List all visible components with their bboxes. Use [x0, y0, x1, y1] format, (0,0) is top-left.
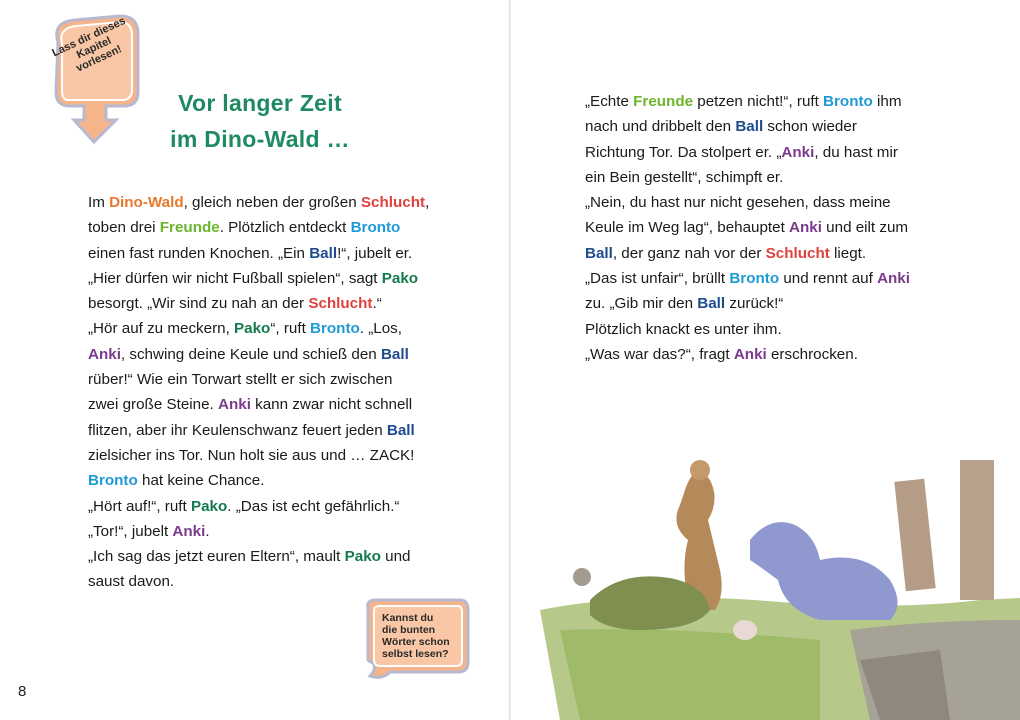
- text-segment: nach und dribbelt den: [585, 118, 736, 136]
- text-segment: . „Los,: [359, 320, 403, 338]
- text-line: [585, 342, 985, 367]
- text-segment: ein Bein gestellt“, schimpft er.: [585, 168, 784, 186]
- small-stone: [573, 568, 591, 586]
- highlighted-word: Anki: [781, 143, 815, 161]
- highlighted-word: Freunde: [633, 93, 694, 110]
- text-line: [585, 190, 985, 215]
- highlighted-word: Pako: [381, 269, 419, 287]
- text-segment: liegt.: [829, 244, 867, 262]
- text-line: [88, 519, 488, 544]
- highlighted-word: Pako: [190, 497, 228, 515]
- text-line: [88, 241, 488, 266]
- text-segment: ,: [425, 194, 430, 211]
- highlighted-word: Ball: [386, 421, 415, 439]
- text-line: [585, 241, 985, 266]
- page-number: 8: [18, 683, 27, 700]
- highlighted-word: Freunde: [159, 219, 220, 237]
- text-line: [585, 165, 985, 190]
- text-line: [88, 544, 488, 569]
- left-text-column: [88, 190, 488, 595]
- read-aloud-badge-text: Lass dir dieses Kapitel vorlesen!: [50, 14, 128, 75]
- highlighted-word: Bronto: [823, 93, 873, 110]
- text-segment: saust davon.: [88, 573, 175, 591]
- pako-head: [690, 460, 710, 480]
- highlighted-word: Bronto: [88, 472, 138, 490]
- text-segment: „Tor!“, jubelt: [88, 522, 173, 540]
- text-line: [88, 494, 488, 519]
- text-segment: zu. „Gib mir den: [585, 295, 698, 313]
- text-segment: und rennt auf: [779, 270, 878, 288]
- text-segment: , der ganz nah vor der: [612, 244, 766, 262]
- text-line: [585, 215, 985, 240]
- highlighted-word: Bronto: [310, 320, 360, 338]
- text-segment: und: [380, 548, 411, 566]
- text-line: [585, 317, 985, 342]
- text-line: [585, 140, 985, 165]
- highlighted-word: Ball: [585, 244, 613, 262]
- right-text-column: [585, 89, 985, 367]
- text-segment: zwei große Steine.: [88, 396, 218, 414]
- grass-front: [560, 629, 820, 720]
- text-segment: . Plötzlich entdeckt: [219, 219, 351, 237]
- text-segment: . „Das ist echt gefährlich.“: [227, 497, 400, 515]
- highlighted-word: Schlucht: [360, 194, 426, 211]
- text-segment: , schwing deine Keule und schieß den: [120, 345, 381, 363]
- text-segment: „Was war das?“, fragt: [585, 345, 734, 363]
- text-line: [88, 215, 488, 240]
- text-segment: und eilt zum: [821, 219, 909, 237]
- text-segment: , gleich neben der großen: [183, 194, 361, 211]
- badge-line: die bunten: [382, 624, 436, 636]
- text-segment: einen fast runden Knochen. „Ein: [88, 244, 310, 262]
- text-segment: .: [205, 522, 210, 540]
- text-segment: „Hör auf zu meckern,: [88, 320, 235, 338]
- text-line: [88, 190, 488, 215]
- text-segment: petzen nicht!“, ruft: [693, 93, 824, 110]
- text-line: [88, 367, 488, 392]
- highlighted-word: Dino-Wald: [109, 194, 184, 211]
- text-segment: „Das ist unfair“, brüllt: [585, 270, 730, 288]
- text-line: [88, 392, 488, 417]
- text-segment: ihm: [872, 93, 902, 110]
- text-segment: „Echte: [585, 93, 634, 110]
- highlighted-word: Ball: [735, 118, 764, 136]
- rock-pillar-right: [960, 460, 994, 600]
- text-segment: erschrocken.: [766, 345, 858, 363]
- text-segment: schon wieder: [763, 118, 857, 136]
- text-segment: „Hier dürfen wir nicht Fußball spielen“, sagt: [88, 269, 382, 287]
- text-line: [88, 418, 488, 443]
- text-segment: rüber!“ Wie ein Torwart stellt er sich zwischen: [88, 371, 393, 389]
- text-line: [88, 468, 488, 493]
- text-segment: besorgt. „Wir sind zu nah an der: [88, 295, 309, 313]
- text-segment: flitzen, aber ihr Keulenschwanz feuert jeden: [88, 421, 387, 439]
- text-segment: , du hast mir: [814, 143, 898, 161]
- text-segment: „Nein, du hast nur nicht gesehen, dass meine: [585, 194, 891, 212]
- badge-line: selbst lesen?: [382, 648, 449, 660]
- highlighted-word: Anki: [172, 522, 206, 540]
- page-gutter: [509, 0, 511, 720]
- highlighted-word: Pako: [344, 548, 381, 566]
- badge-line: Kannst du: [382, 612, 434, 624]
- text-segment: !“, jubelt er.: [337, 244, 413, 262]
- text-line: [88, 443, 488, 468]
- text-line: [585, 114, 985, 139]
- text-line: [88, 342, 488, 367]
- text-line: [88, 316, 488, 341]
- text-segment: .“: [372, 295, 382, 313]
- highlighted-word: Bronto: [729, 270, 780, 288]
- badge-line: Wörter schon: [382, 636, 450, 648]
- text-line: [88, 569, 488, 594]
- text-segment: Im: [88, 194, 110, 211]
- ball-egg: [733, 620, 757, 640]
- text-segment: Keule im Weg lag“, behauptet: [585, 219, 790, 237]
- text-line: [585, 89, 985, 114]
- highlighted-word: Bronto: [350, 219, 401, 237]
- highlighted-word: Anki: [88, 345, 121, 363]
- text-segment: Richtung Tor. Da stolpert er. „: [585, 143, 782, 161]
- highlighted-word: Anki: [733, 345, 767, 363]
- text-segment: „Hört auf!“, ruft: [88, 497, 191, 515]
- highlighted-word: Schlucht: [308, 295, 373, 313]
- text-segment: zurück!“: [725, 295, 784, 313]
- text-segment: „Ich sag das jetzt euren Eltern“, mault: [88, 548, 345, 566]
- rock-pillar-left: [894, 479, 935, 592]
- highlighted-word: Pako: [234, 320, 271, 338]
- highlighted-word: Anki: [789, 219, 822, 237]
- dino-illustration: [520, 430, 1020, 720]
- text-segment: “, ruft: [270, 320, 311, 338]
- text-line: [585, 291, 985, 316]
- text-line: [585, 266, 985, 291]
- highlighted-word: Schlucht: [765, 244, 830, 262]
- highlighted-word: Anki: [218, 396, 251, 414]
- highlighted-word: Ball: [309, 244, 338, 262]
- chapter-title-line-1: Vor langer Zeit: [178, 90, 342, 116]
- highlighted-word: Anki: [877, 270, 910, 288]
- text-segment: zielsicher ins Tor. Nun holt sie aus und … ZACK!: [88, 446, 415, 464]
- highlighted-word: Ball: [697, 295, 726, 313]
- text-segment: hat keine Chance.: [137, 472, 265, 490]
- highlighted-word: Ball: [380, 345, 409, 363]
- text-line: [88, 266, 488, 291]
- colored-words-badge-text: [382, 612, 472, 660]
- chapter-title-line-2: im Dino-Wald …: [170, 126, 350, 152]
- text-segment: toben drei: [88, 219, 160, 237]
- text-segment: Plötzlich knackt es unter ihm.: [585, 320, 782, 338]
- text-segment: kann zwar nicht schnell: [250, 396, 413, 414]
- text-line: [88, 291, 488, 316]
